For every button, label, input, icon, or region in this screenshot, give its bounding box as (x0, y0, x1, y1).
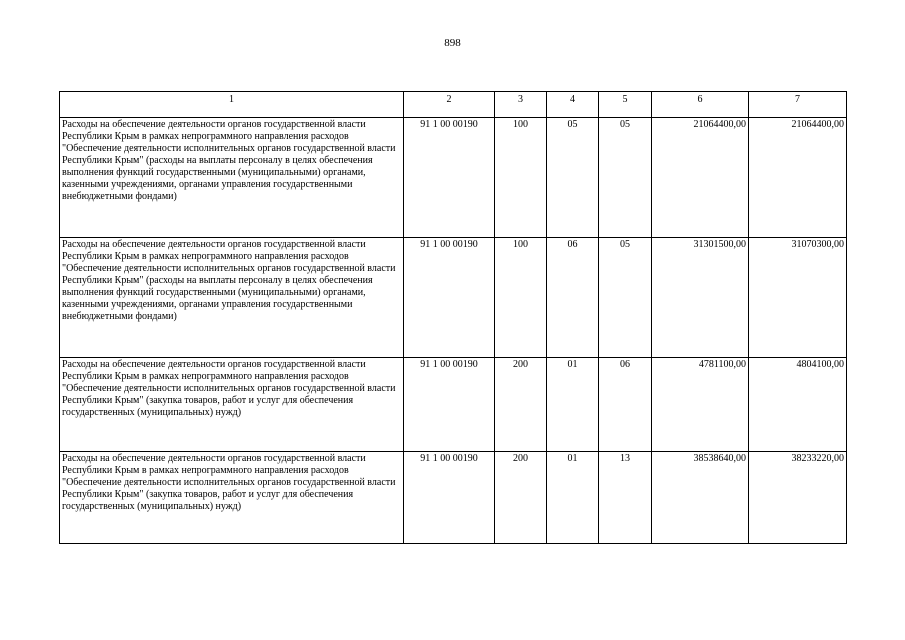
target-article-code: 91 1 00 00190 (404, 358, 495, 452)
section-code: 06 (547, 238, 599, 358)
expense-description: Расходы на обеспечение деятельности органов государственной власти Республики Крым в рамках непрограммного направления расходов "Обеспечение деятельности исполнительных органов государственной власти Республики Крым" (закупка товаров, работ и услуг для обеспечения государственных (муниципальных) нужд) (60, 358, 404, 452)
page-number: 898 (444, 37, 461, 49)
column-header: 4 (547, 92, 599, 118)
subsection-code: 13 (599, 452, 652, 544)
expense-description: Расходы на обеспечение деятельности органов государственной власти Республики Крым в рамках непрограммного направления расходов "Обеспечение деятельности исполнительных органов государственной власти Республики Крым" (расходы на выплаты персоналу в целях обеспечения выполнения функций государственными (муниципальными) органами, казенными учреждениями, органами управления государственными внебюджетными фондами) (60, 118, 404, 238)
amount-cell: 21064400,00 (652, 118, 749, 238)
subsection-code: 05 (599, 118, 652, 238)
amount-cell: 38538640,00 (652, 452, 749, 544)
table-row (60, 452, 847, 544)
column-header: 6 (652, 92, 749, 118)
expense-type-code: 100 (495, 238, 547, 358)
table-row (60, 358, 847, 452)
section-code: 01 (547, 452, 599, 544)
column-header: 7 (749, 92, 847, 118)
amount-cell: 4804100,00 (749, 358, 847, 452)
subsection-code: 06 (599, 358, 652, 452)
expense-type-code: 200 (495, 452, 547, 544)
section-code: 01 (547, 358, 599, 452)
amount-cell: 21064400,00 (749, 118, 847, 238)
amount-cell: 38233220,00 (749, 452, 847, 544)
column-header: 2 (404, 92, 495, 118)
target-article-code: 91 1 00 00190 (404, 238, 495, 358)
target-article-code: 91 1 00 00190 (404, 452, 495, 544)
column-header: 3 (495, 92, 547, 118)
amount-cell: 31301500,00 (652, 238, 749, 358)
section-code: 05 (547, 118, 599, 238)
amount-cell: 4781100,00 (652, 358, 749, 452)
expense-description: Расходы на обеспечение деятельности органов государственной власти Республики Крым в рамках непрограммного направления расходов "Обеспечение деятельности исполнительных органов государственной власти Республики Крым" (закупка товаров, работ и услуг для обеспечения государственных (муниципальных) нужд) (60, 452, 404, 544)
amount-cell: 31070300,00 (749, 238, 847, 358)
subsection-code: 05 (599, 238, 652, 358)
table-row (60, 118, 847, 238)
column-header: 1 (60, 92, 404, 118)
target-article-code: 91 1 00 00190 (404, 118, 495, 238)
table-row (60, 238, 847, 358)
budget-table (59, 91, 847, 544)
expense-type-code: 200 (495, 358, 547, 452)
expense-description: Расходы на обеспечение деятельности органов государственной власти Республики Крым в рамках непрограммного направления расходов "Обеспечение деятельности исполнительных органов государственной власти Республики Крым" (расходы на выплаты персоналу в целях обеспечения выполнения функций государственными (муниципальными) органами, казенными учреждениями, органами управления государственными внебюджетными фондами) (60, 238, 404, 358)
column-header: 5 (599, 92, 652, 118)
header-row (60, 92, 847, 118)
expense-type-code: 100 (495, 118, 547, 238)
